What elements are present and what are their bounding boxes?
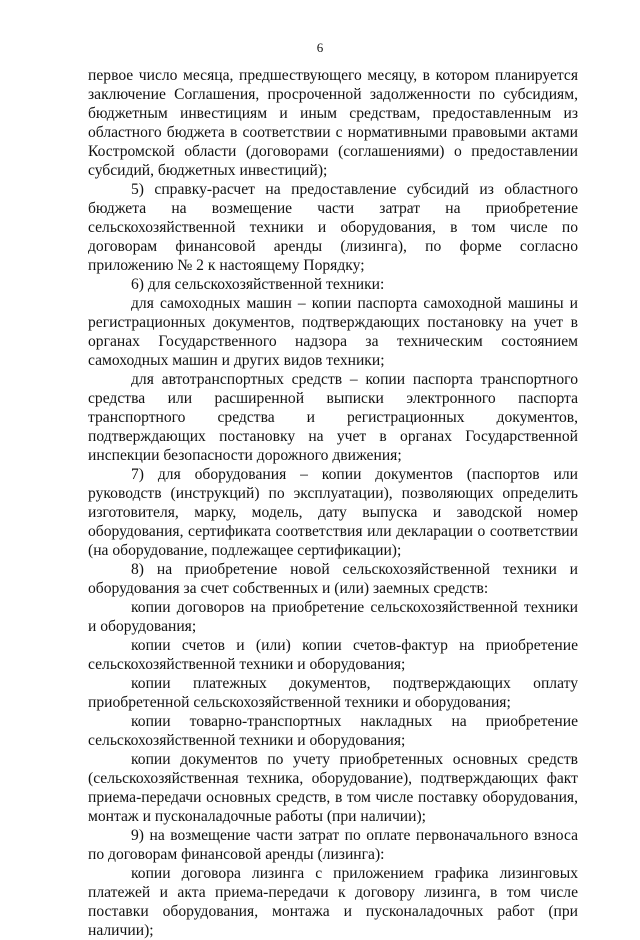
paragraph: 6) для сельскохозяйственной техники: (131, 276, 385, 293)
page-number: 6 (316, 40, 324, 55)
paragraph: копии товарно-транспортных накладных на приобретение сельскохозяйственной техники и оборудования; (88, 713, 578, 749)
paragraph: для автотранспортных средств – копии паспорта транспортного средства или расширенной выписки электронного паспорта транспортного средства и регистрационных документов, подтверждающих постановку на учет в органах Государственной инспекции безопасности дорожного движения; (88, 371, 578, 464)
paragraph: 8) на приобретение новой сельскохозяйственной техники и оборудования за счет собственных и (или) заемных средств: (88, 561, 578, 597)
paragraph: 7) для оборудования – копии документов (паспортов или руководств (инструкций) по эксплуатации), позволяющих определить изготовителя, марку, модель, дату выпуска и заводской номер оборудования, сертификата соответствия или декларации о соответствии (на оборудование, подлежащее сертификации); (88, 466, 578, 559)
paragraph: копии документов по учету приобретенных основных средств (сельскохозяйственная техника, оборудование), подтверждающих факт приема-передачи основных средств, в том числе поставку оборудования, монтаж и пусконаладочные работы (при наличии); (88, 751, 578, 825)
paragraph: 5) справку-расчет на предоставление субсидий из областного бюджета на возмещение части затрат на приобретение сельскохозяйственной техники и оборудования, в том числе по договорам финансовой аренды (лизинга), по форме согласно приложению № 2 к настоящему Порядку; (88, 181, 578, 274)
paragraph: первое число месяца, предшествующего месяцу, в котором планируется заключение Соглашения, просроченной задолженности по субсидиям, бюджетным инвестициям и иным средствам, предоставленным из областного бюджета в соответствии с нормативными правовыми актами Костромской области (договорами (соглашениями) о предоставлении субсидий, бюджетных инвестиций); (88, 67, 578, 179)
paragraph: копии договоров на приобретение сельскохозяйственной техники и оборудования; (88, 599, 578, 635)
document-body (88, 66, 578, 940)
paragraph: копии платежных документов, подтверждающих оплату приобретенной сельскохозяйственной техники и оборудования; (88, 675, 578, 711)
paragraph: для самоходных машин – копии паспорта самоходной машины и регистрационных документов, подтверждающих постановку на учет в органах Государственного надзора за техническим состоянием самоходных машин и других видов техники; (88, 295, 578, 369)
paragraph: 9) на возмещение части затрат по оплате первоначального взноса по договорам финансовой аренды (лизинга): (88, 827, 578, 863)
paragraph: копии счетов и (или) копии счетов-фактур на приобретение сельскохозяйственной техники и оборудования; (88, 637, 578, 673)
paragraph: копии договора лизинга с приложением графика лизинговых платежей и акта приема-передачи к договору лизинга, в том числе поставки оборудования, монтажа и пусконаладочных работ (при наличии); (88, 865, 578, 939)
